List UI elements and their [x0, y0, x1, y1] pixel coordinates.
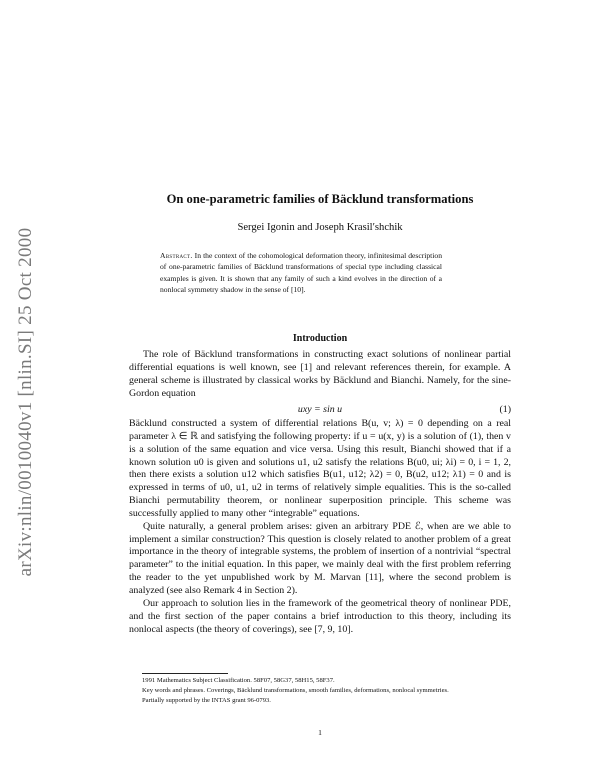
intro-body — [129, 418, 511, 636]
footnote-keywords: Key words and phrases. Coverings, Bäcklund transformations, smooth families, deformations, nonlocal symmetries. — [142, 687, 449, 695]
arxiv-identifier-text: arXiv:nlin/0010040v1 [nlin.SI] 25 Oct 2000 — [15, 227, 36, 577]
page-number: 1 — [318, 728, 322, 737]
equation-1 — [129, 404, 511, 417]
equation-number: (1) — [499, 404, 511, 415]
footnote-rule — [142, 673, 228, 674]
intro-paragraph-1: The role of Bäcklund transformations in constructing exact solutions of nonlinear partial differential equations is well known, see [1] and relevant references therein, for example. A general scheme is illustrated by classical works by Bäcklund and Bianchi. Namely, for the sine-Gordon equation — [129, 349, 511, 399]
abstract-label: Abstract. — [160, 251, 193, 260]
intro-paragraph-2: Bäcklund constructed a system of differential relations B(u, v; λ) = 0 depending on a real parameter λ ∈ ℝ and satisfying the following property: if u = u(x, y) is a solution of (1), then v is a solution of the same equation and vice versa. Using this result, Bianchi showed that if a known solution u0 is given and solutions u1, u2 satisfy the relations B(u0, ui; λi) = 0, i = 1, 2, then there exists a solution u12 which satisfies B(u1, u12; λ2) = 0, B(u2, u12; λ1) = 0 and is expressed in terms of u0, u1, u2 in terms of relatively simple equalities. This is the so-called Bianchi permutability theorem, or nonlinear superposition principle. This scheme was successfully applied to many other “integrable” equations. — [129, 418, 511, 519]
intro-paragraph-1-block — [129, 349, 511, 400]
abstract — [160, 250, 442, 296]
section-heading-introduction: Introduction — [292, 333, 348, 344]
footnote-msc: 1991 Mathematics Subject Classification. 58F07, 58G37, 58H15, 58F37. — [142, 677, 335, 684]
footnotes — [142, 676, 511, 707]
paper-title: On one-parametric families of Bäcklund transformations — [166, 192, 474, 206]
paper-authors: Sergei Igonin and Joseph Krasil′shchik — [237, 222, 403, 233]
intro-paragraph-4: Our approach to solution lies in the framework of the geometrical theory of nonlinear PDE, and the first section of the paper contains a brief introduction to this theory, including its nonlocal aspects (the theory of coverings), see [7, 9, 10]. — [129, 597, 511, 635]
footnote-support: Partially supported by the INTAS grant 96-0793. — [142, 697, 271, 705]
equation-text: uxy = sin u — [297, 404, 343, 415]
abstract-text: In the context of the cohomological deformation theory, infinitesimal description of one-parametric families of Bäcklund transformations of special type including classical examples is given. It is shown that any family of such a kind evolves in the direction of a nonlocal symmetry shadow in the sense of [10]. — [160, 251, 442, 295]
intro-paragraph-3: Quite naturally, a general problem arises: given an arbitrary PDE ℰ, when are we able to implement a similar construction? This question is closely related to another problem of a great importance in the theory of integrable systems, the problem of insertion of a nontrivial “spectral parameter” to the initial equation. In this paper, we mainly deal with the first problem referring the reader to the yet unpublished work by M. Marvan [11], where the second problem is analyzed (see also Remark 4 in Section 2). — [129, 520, 511, 596]
arxiv-identifier — [10, 182, 42, 622]
